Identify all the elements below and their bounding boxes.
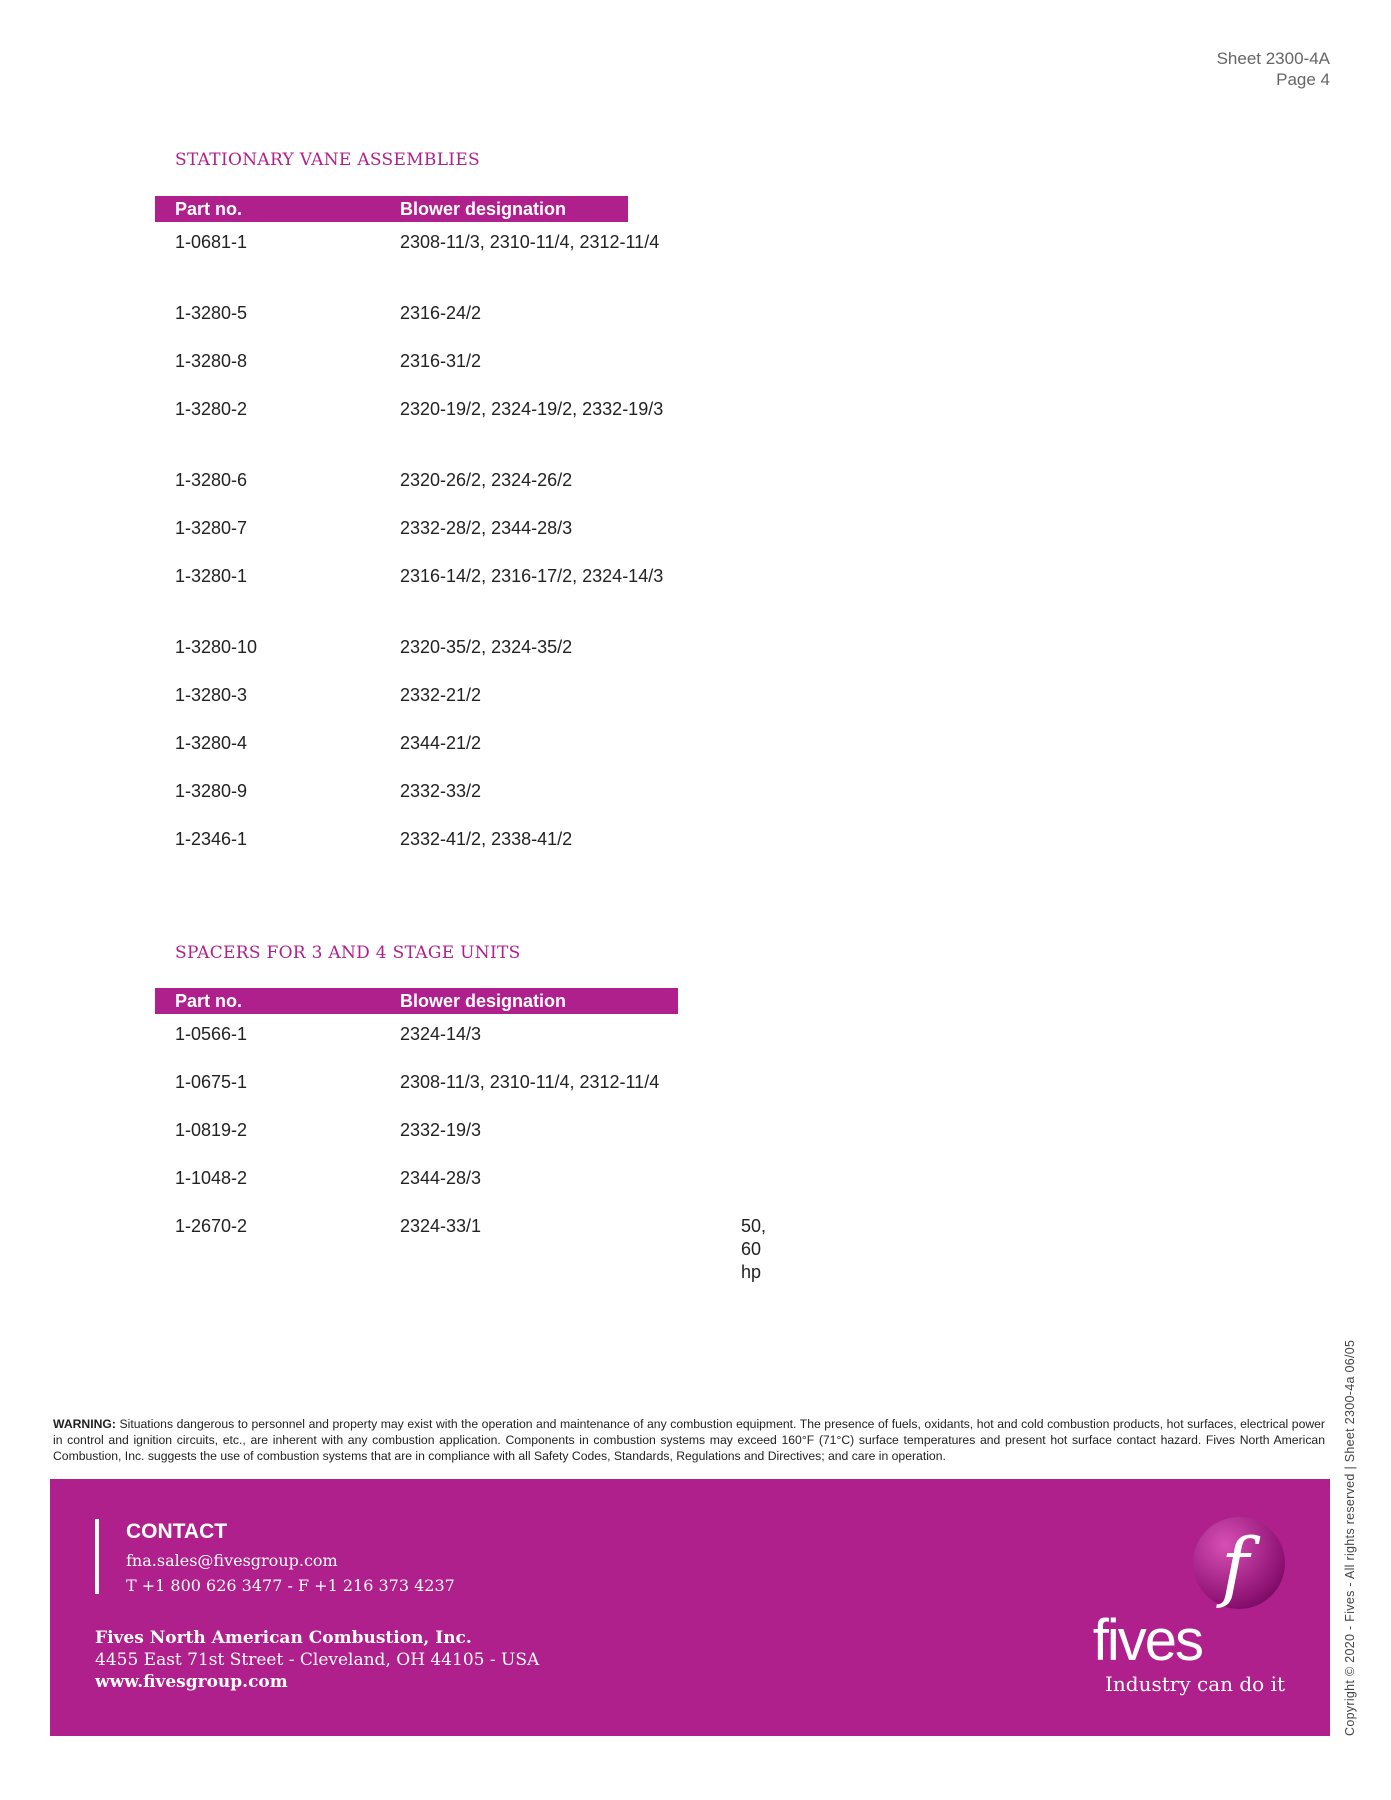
footer xyxy=(50,1479,1330,1736)
table-row xyxy=(155,780,690,828)
blower-cell: 2344-28/3 xyxy=(400,1168,482,1188)
logo-tagline: Industry can do it xyxy=(1105,1672,1285,1696)
contact-block xyxy=(95,1519,455,1594)
col-blower: Blower designation xyxy=(400,990,567,1011)
table-row xyxy=(155,565,690,636)
blower-cell: 2332-28/2, 2344-28/3 xyxy=(400,518,573,538)
table-header xyxy=(155,988,678,1014)
blower-cell: 2324-14/3 xyxy=(400,1024,482,1044)
part-no-cell: 1-3280-3 xyxy=(175,685,248,705)
logo-wordmark: fives xyxy=(1092,1608,1202,1673)
table-row xyxy=(155,350,690,398)
table-row xyxy=(155,1071,700,1119)
contact-email[interactable]: fna.sales@fivesgroup.com xyxy=(126,1551,338,1570)
blower-cell: 2316-14/2, 2316-17/2, 2324-14/3 xyxy=(400,566,664,586)
blower-cell: 2332-33/2 xyxy=(400,781,482,801)
contact-phone: T +1 800 626 3477 - F +1 216 373 4237 xyxy=(126,1576,455,1595)
company-name: Fives North American Combustion, Inc. xyxy=(95,1628,472,1648)
blower-cell: 2320-26/2, 2324-26/2 xyxy=(400,470,573,490)
part-no-cell: 1-3280-8 xyxy=(175,351,248,371)
table-row xyxy=(155,1167,700,1215)
company-block xyxy=(95,1627,539,1693)
spacers-title: SPACERS FOR 3 AND 4 STAGE UNITS xyxy=(175,943,521,963)
spacers-table xyxy=(155,988,767,1282)
part-no-cell: 1-0681-1 xyxy=(175,232,248,252)
part-no-cell: 1-1048-2 xyxy=(175,1168,248,1188)
warning-text xyxy=(53,1416,1325,1464)
part-no-cell: 1-3280-10 xyxy=(175,637,258,657)
copyright-vertical: Copyright © 2020 - Fives - All rights reserved | Sheet 2300-4a 06/05 xyxy=(1343,1339,1357,1736)
note-cell: 50, 60 hp xyxy=(741,1216,767,1282)
sheet-number: Sheet 2300-4A xyxy=(1216,49,1330,68)
page-number: Page 4 xyxy=(1276,70,1330,89)
sheet-header xyxy=(1217,48,1330,90)
table-row xyxy=(155,1023,700,1071)
part-no-cell: 1-2670-2 xyxy=(175,1216,248,1236)
part-no-cell: 1-3280-4 xyxy=(175,733,248,753)
blower-cell: 2316-24/2 xyxy=(400,303,482,323)
blower-cell: 2308-11/3, 2310-11/4, 2312-11/4 xyxy=(400,232,660,252)
table-row xyxy=(155,1119,700,1167)
company-address: 4455 East 71st Street - Cleveland, OH 44105 - USA xyxy=(95,1650,540,1670)
col-part-no: Part no. xyxy=(175,198,243,219)
part-no-cell: 1-3280-7 xyxy=(175,518,248,538)
col-blower: Blower designation xyxy=(400,198,567,219)
table-header xyxy=(155,196,628,222)
part-no-cell: 1-3280-6 xyxy=(175,470,248,490)
blower-cell: 2320-19/2, 2324-19/2, 2332-19/3 xyxy=(400,399,664,419)
part-no-cell: 1-0819-2 xyxy=(175,1120,248,1140)
blower-cell: 2332-21/2 xyxy=(400,685,482,705)
blower-cell: 2332-41/2, 2338-41/2 xyxy=(400,829,573,849)
stationary-table xyxy=(155,196,690,876)
blower-cell: 2308-11/3, 2310-11/4, 2312-11/4 xyxy=(400,1072,660,1092)
table-row xyxy=(155,302,690,350)
blower-cell: 2344-21/2 xyxy=(400,733,482,753)
website-link[interactable]: www.fivesgroup.com xyxy=(95,1672,288,1692)
stationary-title: STATIONARY VANE ASSEMBLIES xyxy=(175,150,480,170)
part-no-cell: 1-3280-5 xyxy=(175,303,248,323)
table-row xyxy=(155,732,690,780)
table-row xyxy=(155,469,690,517)
blower-cell: 2324-33/1 xyxy=(400,1216,482,1236)
blower-cell: 2320-35/2, 2324-35/2 xyxy=(400,637,573,657)
logo-f-icon: f xyxy=(1193,1517,1285,1609)
table-row xyxy=(155,684,690,732)
table-row xyxy=(155,517,690,565)
part-no-cell: 1-0675-1 xyxy=(175,1072,248,1092)
blower-cell: 2332-19/3 xyxy=(400,1120,482,1140)
table-row xyxy=(155,398,690,469)
table-row xyxy=(155,636,690,684)
col-part-no: Part no. xyxy=(175,990,243,1011)
table-row xyxy=(155,828,690,876)
contact-heading: CONTACT xyxy=(126,1520,228,1543)
part-no-cell: 1-2346-1 xyxy=(175,829,248,849)
table-row xyxy=(155,1215,767,1282)
table-row xyxy=(155,231,690,302)
part-no-cell: 1-3280-9 xyxy=(175,781,248,801)
warning-label: WARNING: xyxy=(53,1417,116,1431)
part-no-cell: 1-0566-1 xyxy=(175,1024,248,1044)
part-no-cell: 1-3280-1 xyxy=(175,566,248,586)
warning-body: Situations dangerous to personnel and property may exist with the operation and maintenance of any combustion equipment. The presence of fuels, oxidants, hot and cold combustion products, hot surfaces, electrical power in control and ignition circuits, etc., are inherent with any combustion application. Components in combustion systems may exceed 160°F (71°C) surface temperatures and present hot surface contact hazard. Fives North American Combustion, Inc. suggests the use of combustion systems that are in compliance with all Safety Codes, Standards, Regulations and Directives; and care in operation. xyxy=(53,1417,1325,1463)
blower-cell: 2316-31/2 xyxy=(400,351,482,371)
fives-logo xyxy=(1085,1517,1285,1697)
part-no-cell: 1-3280-2 xyxy=(175,399,248,419)
